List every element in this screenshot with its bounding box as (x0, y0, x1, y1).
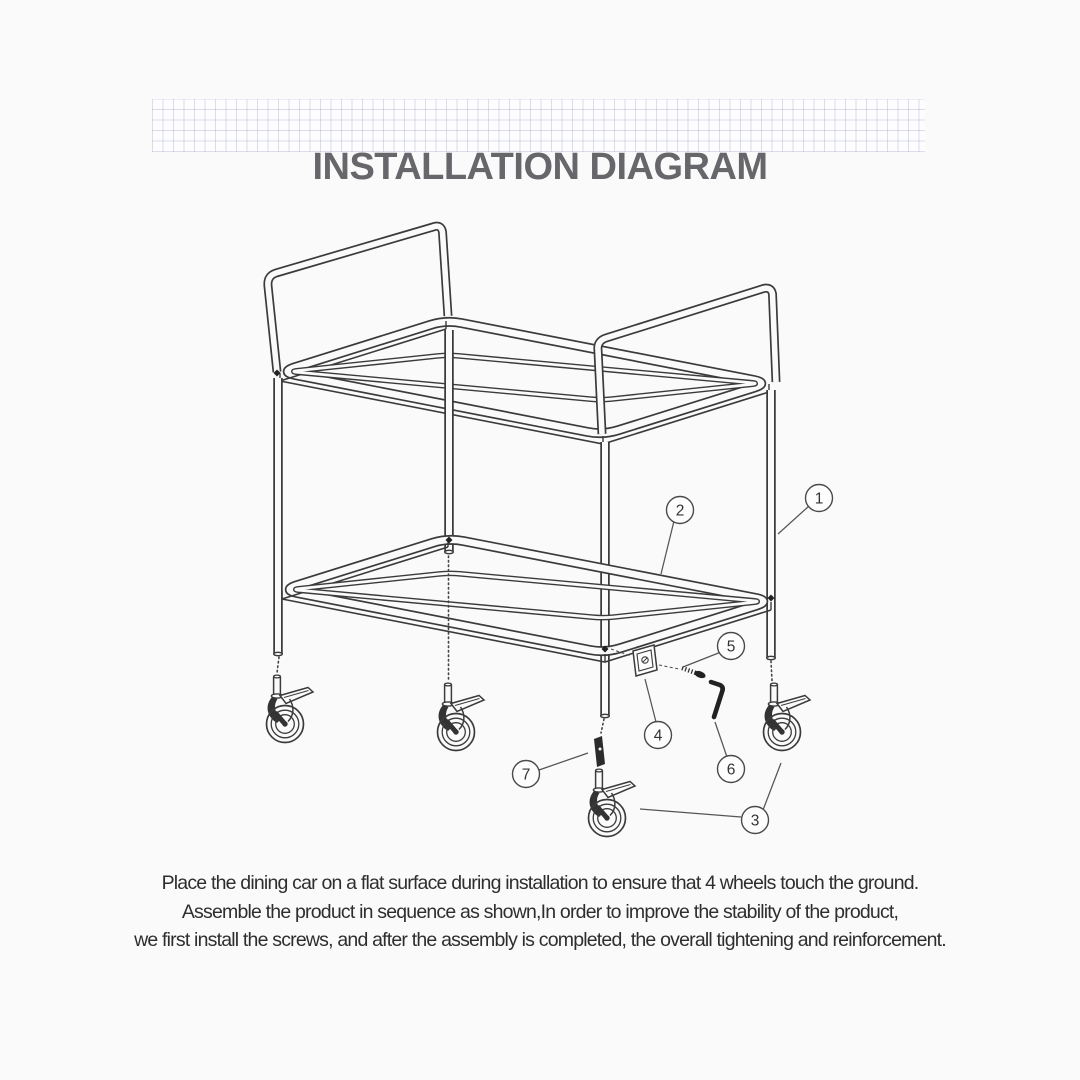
callout-1-leader (778, 506, 809, 534)
callout-3-number: 3 (750, 812, 760, 830)
caster-back (438, 683, 485, 750)
leg-back-cap (445, 550, 454, 553)
leg-left-cap (274, 652, 283, 655)
callout-4-number: 4 (653, 727, 663, 745)
callout-7-number: 7 (521, 766, 531, 784)
instruction-line-3: we first install the screws, and after the assembly is completed, the overall tightening and reinforcement. (134, 929, 946, 951)
screw-part (682, 668, 707, 679)
installation-instructions (0, 869, 1080, 955)
callout-2 (661, 497, 694, 575)
callout-3-leader (763, 763, 781, 810)
caster-left (267, 675, 314, 742)
callout-6 (715, 722, 745, 783)
instruction-line-1: Place the dining car on a flat surface during installation to ensure that 4 wheels touch the ground. (161, 872, 919, 894)
locking-pin-part (594, 736, 605, 767)
top-shelf (280, 321, 769, 444)
callout-5 (683, 633, 745, 668)
caster-front (589, 769, 636, 836)
callout-3 (640, 763, 781, 834)
callout-5-leader (683, 652, 721, 667)
callout-2-number: 2 (675, 502, 685, 520)
callout-1-number: 1 (814, 490, 824, 508)
callout-3-leader (640, 809, 741, 817)
instruction-line-2: Assemble the product in sequence as shown,In order to improve the stability of the product, (181, 900, 899, 923)
callout-7 (513, 753, 589, 788)
callout-2-leader (661, 521, 674, 574)
caster-right (764, 683, 811, 750)
leg-right-cap (767, 656, 776, 659)
callout-7-leader (539, 753, 588, 770)
callout-4-leader (645, 679, 656, 722)
callout-4 (645, 679, 672, 749)
callout-1 (778, 485, 833, 535)
allen-key-part (711, 682, 723, 717)
callout-5-number: 5 (726, 638, 736, 656)
page-title: INSTALLATION DIAGRAM (312, 146, 768, 188)
callout-6-number: 6 (726, 761, 736, 779)
callout-6-leader (715, 722, 727, 757)
leg-front-cap (601, 714, 610, 717)
bottom-shelf (282, 539, 771, 662)
dining-cart-drawing (267, 226, 811, 836)
callout-annotations (513, 485, 833, 834)
